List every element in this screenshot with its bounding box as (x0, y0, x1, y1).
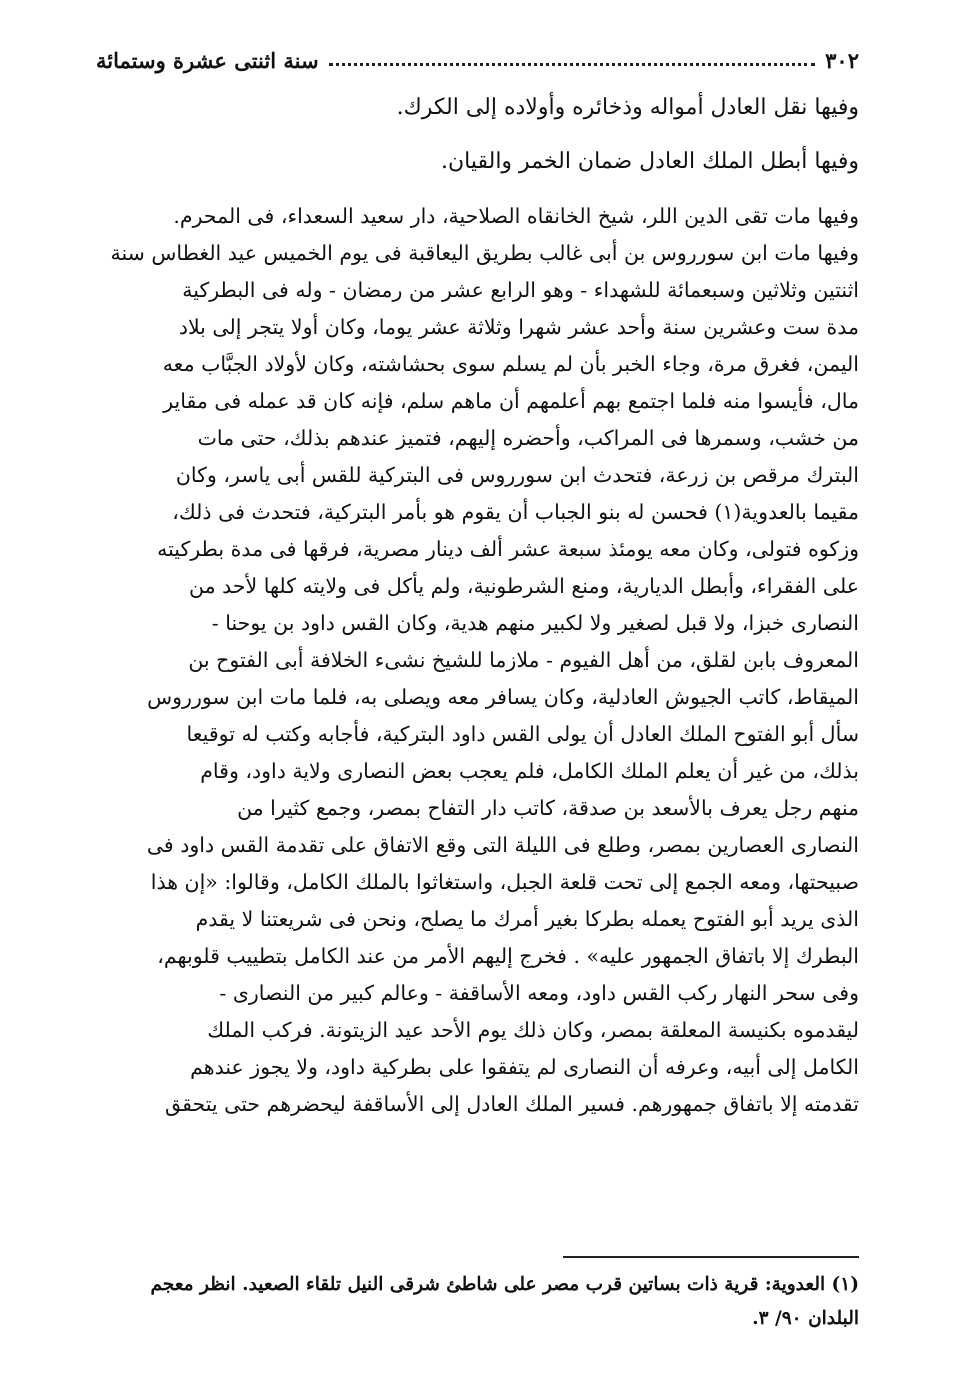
text-line: على الفقراء، وأبطل الديارية، ومنع الشرطونية، ولم يأكل فى ولايته كلها لأحد من (188, 574, 859, 598)
main-text-block (96, 198, 859, 1123)
page-header (96, 40, 859, 80)
text-line: البطرك إلا باتفاق الجمهور عليه» . فخرج إليهم الأمر من عند الكامل بتطييب قلوبهم، (157, 944, 859, 968)
footnote-line: البلدان ٩٠/ ٣. (752, 1308, 859, 1329)
text-line: تقدمته إلا باتفاق جمهورهم. فسير الملك العادل إلى الأساقفة ليحضرهم حتى يتحقق (165, 1092, 859, 1116)
text-line: اثنتين وثلاثين وسبعمائة للشهداء - وهو الرابع عشر من رمضان - وله فى البطركية (182, 278, 859, 302)
text-line: صبيحتها، ومعه الجمع إلى تحت قلعة الجبل، واستغاثوا بالملك الكامل، وقالوا: «إن هذا (150, 870, 859, 894)
text-line: المعروف بابن لقلق، من أهل الفيوم - ملازما للشيخ نشىء الخلافة أبى الفتوح بن (188, 648, 859, 672)
text-line: وفيها مات ابن سورروس بن أبى غالب بطريق اليعاقبة فى يوم الخميس عيد الغطاس سنة (110, 241, 859, 265)
text-line: وفيها مات تقى الدين اللر، شيخ الخانقاه الصلاحية، دار سعيد السعداء، فى المحرم. (173, 204, 859, 228)
text-line: الكامل إلى أبيه، وعرفه أن النصارى لم يتفقوا على بطركية داود، ولا يجوز عندهم (190, 1055, 859, 1079)
footnote-separator (563, 1256, 859, 1258)
text-line: مقيما بالعدوية(١) فحسن له بنو الجباب أن يقوم هو بأمر البتركية، فتحدث فى ذلك، (172, 500, 859, 524)
footnote (96, 1268, 859, 1336)
text-line: ليقدموه بكنيسة المعلقة بمصر، وكان ذلك يوم الأحد عيد الزيتونة. فركب الملك (207, 1018, 859, 1042)
paragraph: وفيها نقل العادل أمواله وذخائره وأولاده إلى الكرك. (396, 95, 859, 120)
text-line: مال، فأيسوا منه فلما اجتمع بهم أعلمهم أن ماهم سلم، فإنه كان قد عمله فى مقاير (163, 389, 859, 413)
text-line: من خشب، وسمرها فى المراكب، وأحضره إليهم، فتميز عندهم بذلك، حتى مات (197, 426, 859, 450)
text-line: مدة ست وعشرين سنة وأحد عشر شهرا وثلاثة عشر يوما، وكان أولا يتجر إلى بلاد (178, 315, 859, 339)
text-line: منهم رجل يعرف بالأسعد بن صدقة، كاتب دار التفاح بمصر، وجمع كثيرا من (237, 796, 859, 820)
text-line: النصارى العصارين بمصر، وطلع فى الليلة التى وقع الاتفاق على تقدمة القس داود فى (146, 833, 859, 857)
text-line: بذلك، من غير أن يعلم الملك الكامل، فلم يعجب بعض النصارى ولاية داود، وقام (200, 759, 859, 783)
text-line: وزكوه فتولى، وكان معه يومئذ سبعة عشر ألف دينار مصرية، فرقها فى مدة بطركيته (157, 537, 859, 561)
page-number: ٣٠٢ (825, 47, 859, 73)
text-line: وفى سحر النهار ركب القس داود، ومعه الأساقفة - وعالم كبير من النصارى - (219, 981, 859, 1005)
footnote-line: (١) العدوية: قرية ذات بساتين قرب مصر على شاطئ شرقى النيل تلقاء الصعيد. انظر معجم (150, 1274, 859, 1295)
text-line: النصارى خبزا، ولا قبل لصغير ولا لكبير منهم هدية، وكان القس داود بن يوحنا - (211, 611, 859, 635)
text-line: البترك مرقص بن زرعة، فتحدث ابن سورروس فى البتركية للقس أبى ياسر، وكان (175, 463, 859, 487)
paragraph: وفيها أبطل الملك العادل ضمان الخمر والقيان. (441, 149, 859, 174)
text-line: سأل أبو الفتوح الملك العادل أن يولى القس داود البتركية، فأجابه وكتب له توقيعا (186, 722, 859, 746)
text-line: اليمن، فغرق مرة، وجاء الخبر بأن لم يسلم سوى بحشاشته، وكان لأولاد الجبَّاب معه (162, 352, 859, 376)
text-line: الذى يريد أبو الفتوح يعمله بطركا بغير أمرك ما يصلح، ونحن فى شريعتنا لا يقدم (195, 907, 859, 931)
running-title: سنة اثنتى عشرة وستمائة (96, 47, 319, 73)
header-dotted-leader (329, 63, 816, 66)
text-line: الميقاط، كاتب الجيوش العادلية، وكان يسافر معه ويصلى به، فلما مات ابن سورروس (147, 685, 859, 709)
